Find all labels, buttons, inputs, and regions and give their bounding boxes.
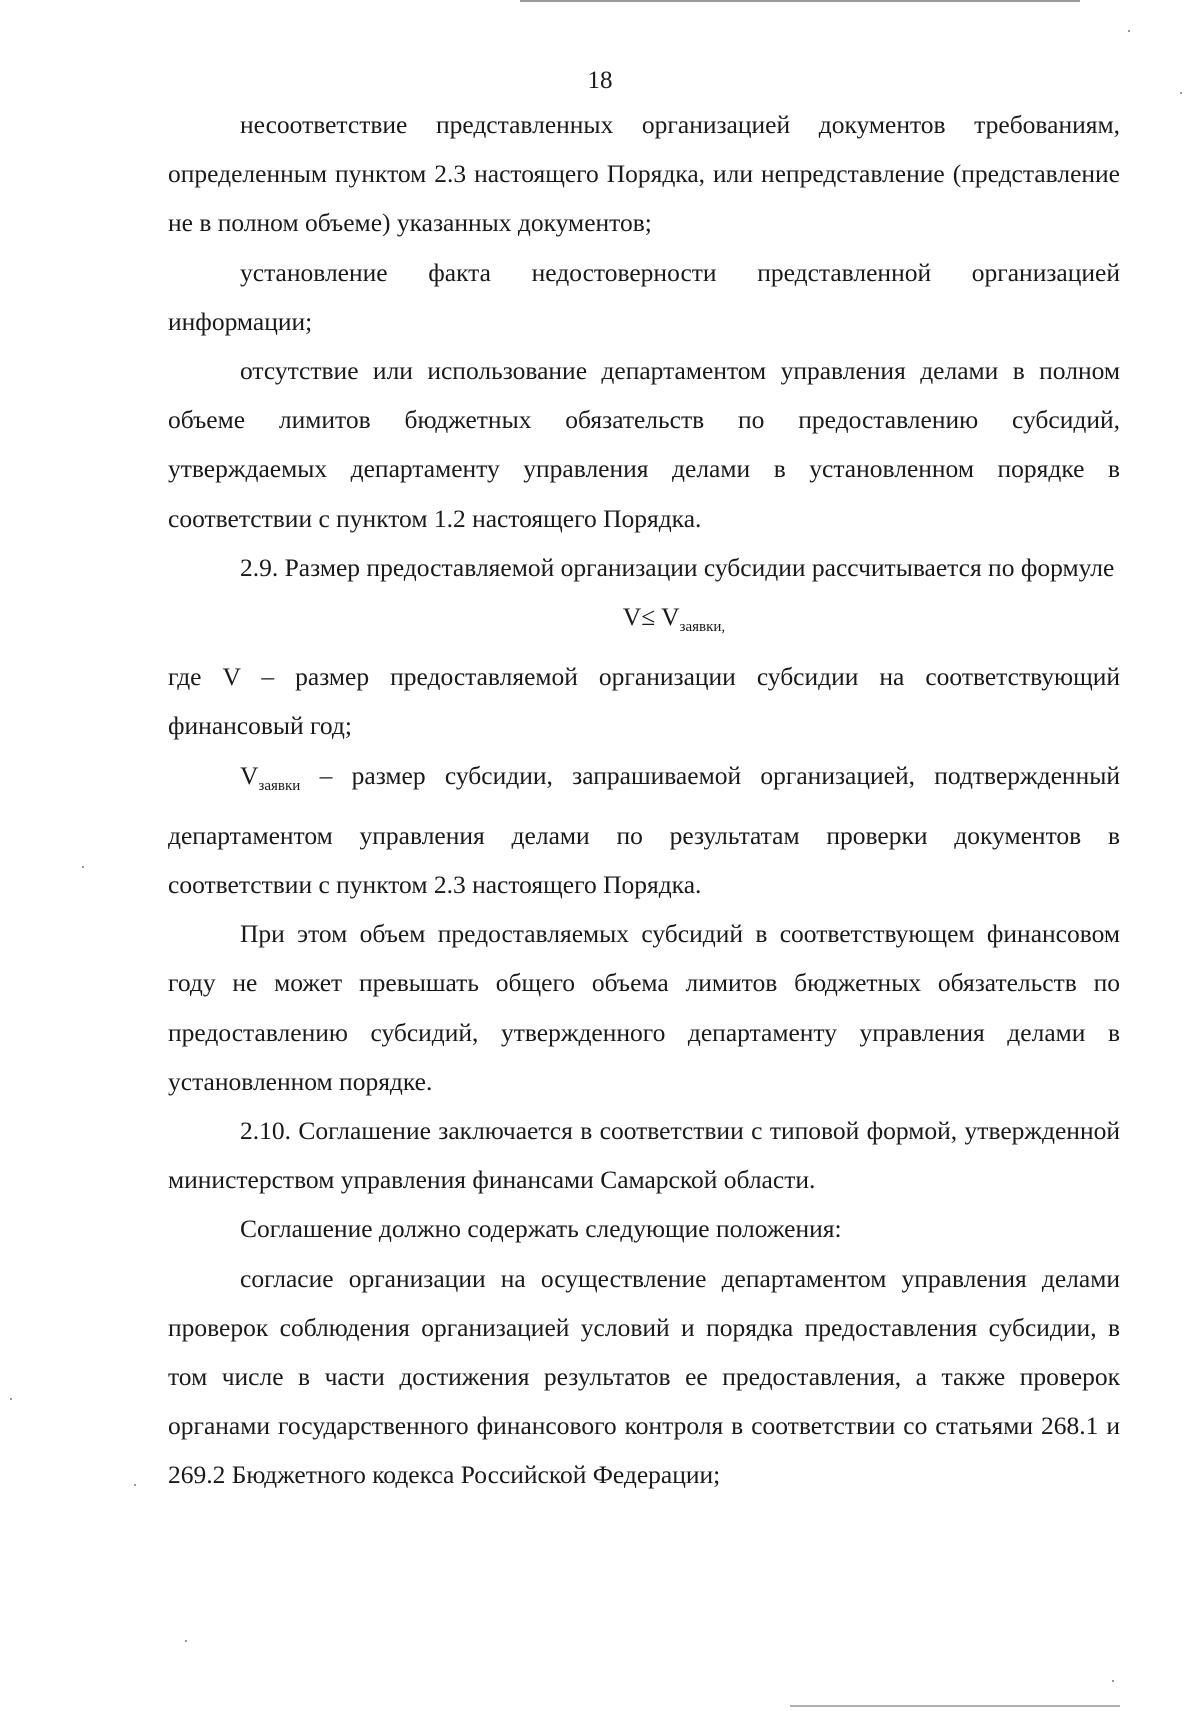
scan-speck bbox=[1128, 30, 1130, 32]
v-zayavki-text: – размер субсидии, запрашиваемой организацией, подтвержденный департаментом управления делами по результатам проверки документов в соответствии с пунктом 2.3 настоящего Порядка. bbox=[168, 760, 1120, 900]
bottom-scan-edge-line bbox=[790, 1705, 1120, 1707]
paragraph-volume-limit: При этом объем предоставляемых субсидий в соответствующем финансовом году не может превышать общего объема лимитов бюджетных обязательств по предоставлению субсидий, утвержденного департаменту управления делами в установленном порядке. bbox=[168, 919, 1120, 1096]
scan-speck bbox=[134, 1484, 136, 1486]
formula-lhs: V≤ V bbox=[622, 602, 680, 632]
paragraph-noncompliance: несоответствие представленных организацией документов требованиям, определенным пунктом 2.3 настоящего Порядка, или непредставление (представление не в полном объеме) указанных документов; bbox=[168, 110, 1120, 238]
top-scan-edge-line bbox=[520, 0, 1080, 2]
formula-subscript: заявки, bbox=[679, 619, 726, 636]
paragraph-v-zayavki-definition bbox=[168, 751, 1120, 910]
paragraph-budget-limits: отсутствие или использование департаментом управления делами в полном объеме лимитов бюджетных обязательств по предоставлению субсидий, утверждаемых департаменту управления делами в установленном порядке в соответствии с пунктом 1.2 настоящего Порядка. bbox=[168, 356, 1120, 533]
scan-speck bbox=[1112, 1680, 1114, 1682]
paragraph-false-information: установление факта недостоверности представленной организацией информации; bbox=[168, 257, 1120, 336]
v-zayavki-symbol: V bbox=[240, 760, 259, 790]
paragraph-consent-inspections: согласие организации на осуществление департаментом управления делами проверок соблюдения организацией условий и порядка предоставления субсидии, в том числе в части достижения результатов ее предоставления, а также проверок органами государственного финансового контроля в соответствии со статьями 268.1 и 269.2 Бюджетного кодекса Российской Федерации; bbox=[168, 1263, 1120, 1490]
v-zayavki-subscript: заявки bbox=[258, 777, 301, 794]
paragraph-2-9-subsidy-size: 2.9. Размер предоставляемой организации субсидии рассчитывается по формуле bbox=[240, 552, 1115, 582]
scan-speck bbox=[185, 1640, 187, 1642]
scan-speck bbox=[82, 866, 84, 868]
paragraph-2-10-agreement: 2.10. Соглашение заключается в соответствии с типовой формой, утвержденной министерством управления финансами Самарской области. bbox=[168, 1116, 1120, 1195]
subsidy-formula bbox=[168, 592, 1120, 652]
document-body bbox=[168, 100, 1120, 1500]
paragraph-agreement-provisions: Соглашение должно содержать следующие положения: bbox=[240, 1214, 842, 1244]
scan-speck bbox=[1180, 92, 1182, 94]
scan-speck bbox=[10, 1398, 12, 1400]
page-number: 18 bbox=[587, 67, 613, 94]
paragraph-v-definition: где V – размер предоставляемой организации субсидии на соответствующий финансовый год; bbox=[168, 662, 1120, 741]
